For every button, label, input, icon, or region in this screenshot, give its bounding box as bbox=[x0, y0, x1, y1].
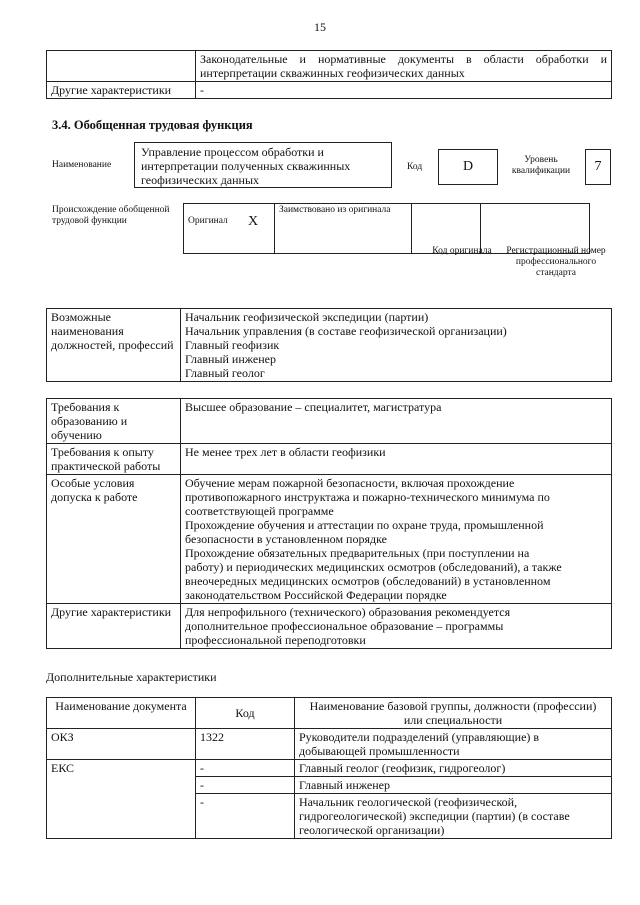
requirements-table bbox=[46, 398, 612, 649]
code-original-label: Код оригинала bbox=[432, 246, 492, 256]
other-value: Для непрофильного (технического) образования рекомендуется дополнительное профессиональное образование – программы профессиональной переподготовки bbox=[181, 604, 612, 649]
list-item: Начальник управления (в составе геофизической организации) bbox=[185, 324, 507, 338]
code-value: D bbox=[438, 149, 498, 185]
code-label: Код bbox=[407, 162, 423, 172]
additional-title: Дополнительные характеристики bbox=[46, 670, 217, 684]
list-item: Главный инженер bbox=[185, 352, 276, 366]
section-title: 3.4. Обобщенная трудовая функция bbox=[52, 118, 253, 132]
experience-value: Не менее трех лет в области геофизики bbox=[181, 444, 612, 475]
education-value: Высшее образование – специалитет, магистратура bbox=[181, 399, 612, 444]
eks-doc: ЕКС bbox=[47, 760, 196, 839]
eks-code: - bbox=[196, 777, 295, 794]
eks-name: Главный инженер bbox=[295, 777, 612, 794]
page-number: 15 bbox=[314, 20, 326, 34]
table-row bbox=[47, 760, 612, 777]
level-value: 7 bbox=[585, 149, 611, 185]
special-label: Особые условия допуска к работе bbox=[47, 475, 181, 604]
list-item: Начальник геофизической экспедиции (партии) bbox=[185, 310, 429, 324]
table-row bbox=[47, 309, 612, 382]
okz-code: 1322 bbox=[196, 729, 295, 760]
origin-label: Происхождение обобщенной трудовой функции bbox=[52, 205, 170, 226]
header-name: Наименование базовой группы, должности (профессии) или специальности bbox=[295, 698, 612, 729]
eks-code: - bbox=[196, 794, 295, 839]
eks-code: - bbox=[196, 760, 295, 777]
level-label: Уровень квалификации bbox=[511, 155, 571, 176]
table-row bbox=[47, 399, 612, 444]
experience-label: Требования к опыту практической работы bbox=[47, 444, 181, 475]
okz-doc: ОКЗ bbox=[47, 729, 196, 760]
positions-list bbox=[181, 309, 612, 382]
list-item: Главный геолог bbox=[185, 366, 265, 380]
eks-name: Начальник геологической (геофизической, гидрогеологической) экспедиции (партии) (в составе геологической организации) bbox=[295, 794, 612, 839]
table-row bbox=[47, 51, 612, 82]
special-value: Обучение мерам пожарной безопасности, включая прохождение противопожарного инструктажа и пожарно-технического минимума по соответствующей программе Прохождение обучения и аттестации по охране труда, промышленной безопасности в установленном порядке Прохождение обязательных предварительных (при поступлении на работу) и периодических медицинских осмотров (обследований), а также внеочередных медицинских осмотров (обследований) в установленном законодательством Российской Федерации порядке bbox=[181, 475, 612, 604]
table-row bbox=[47, 82, 612, 99]
original-label: Оригинал bbox=[184, 204, 245, 254]
reg-number-label: Регистрационный номер профессионального стандарта bbox=[506, 246, 606, 278]
list-item: Главный геофизик bbox=[185, 338, 280, 352]
table-row bbox=[47, 475, 612, 604]
table-row bbox=[47, 729, 612, 760]
eks-name: Главный геолог (геофизик, гидрогеолог) bbox=[295, 760, 612, 777]
name-value: Управление процессом обработки и интерпретации полученных скважинных геофизических данных bbox=[134, 142, 392, 188]
top-table-other-label: Другие характеристики bbox=[47, 82, 196, 99]
name-label: Наименование bbox=[52, 160, 112, 170]
positions-table bbox=[46, 308, 612, 382]
okz-name: Руководители подразделений (управляющие) в добывающей промышленности bbox=[295, 729, 612, 760]
header-code: Код bbox=[196, 698, 295, 729]
other-label: Другие характеристики bbox=[47, 604, 181, 649]
table-row bbox=[47, 698, 612, 729]
positions-label: Возможные наименования должностей, профессий bbox=[47, 309, 181, 382]
table-row bbox=[47, 604, 612, 649]
top-table-other-value: - bbox=[196, 82, 612, 99]
table-row bbox=[47, 444, 612, 475]
borrowed-label: Заимствовано из оригинала bbox=[275, 204, 412, 254]
education-label: Требования к образованию и обучению bbox=[47, 399, 181, 444]
top-table bbox=[46, 50, 612, 99]
top-table-row1: Законодательные и нормативные документы в области обработки и интерпретации скважинных геофизических данных bbox=[196, 51, 612, 82]
additional-table bbox=[46, 697, 612, 839]
header-document: Наименование документа bbox=[47, 698, 196, 729]
original-mark: X bbox=[244, 204, 275, 254]
